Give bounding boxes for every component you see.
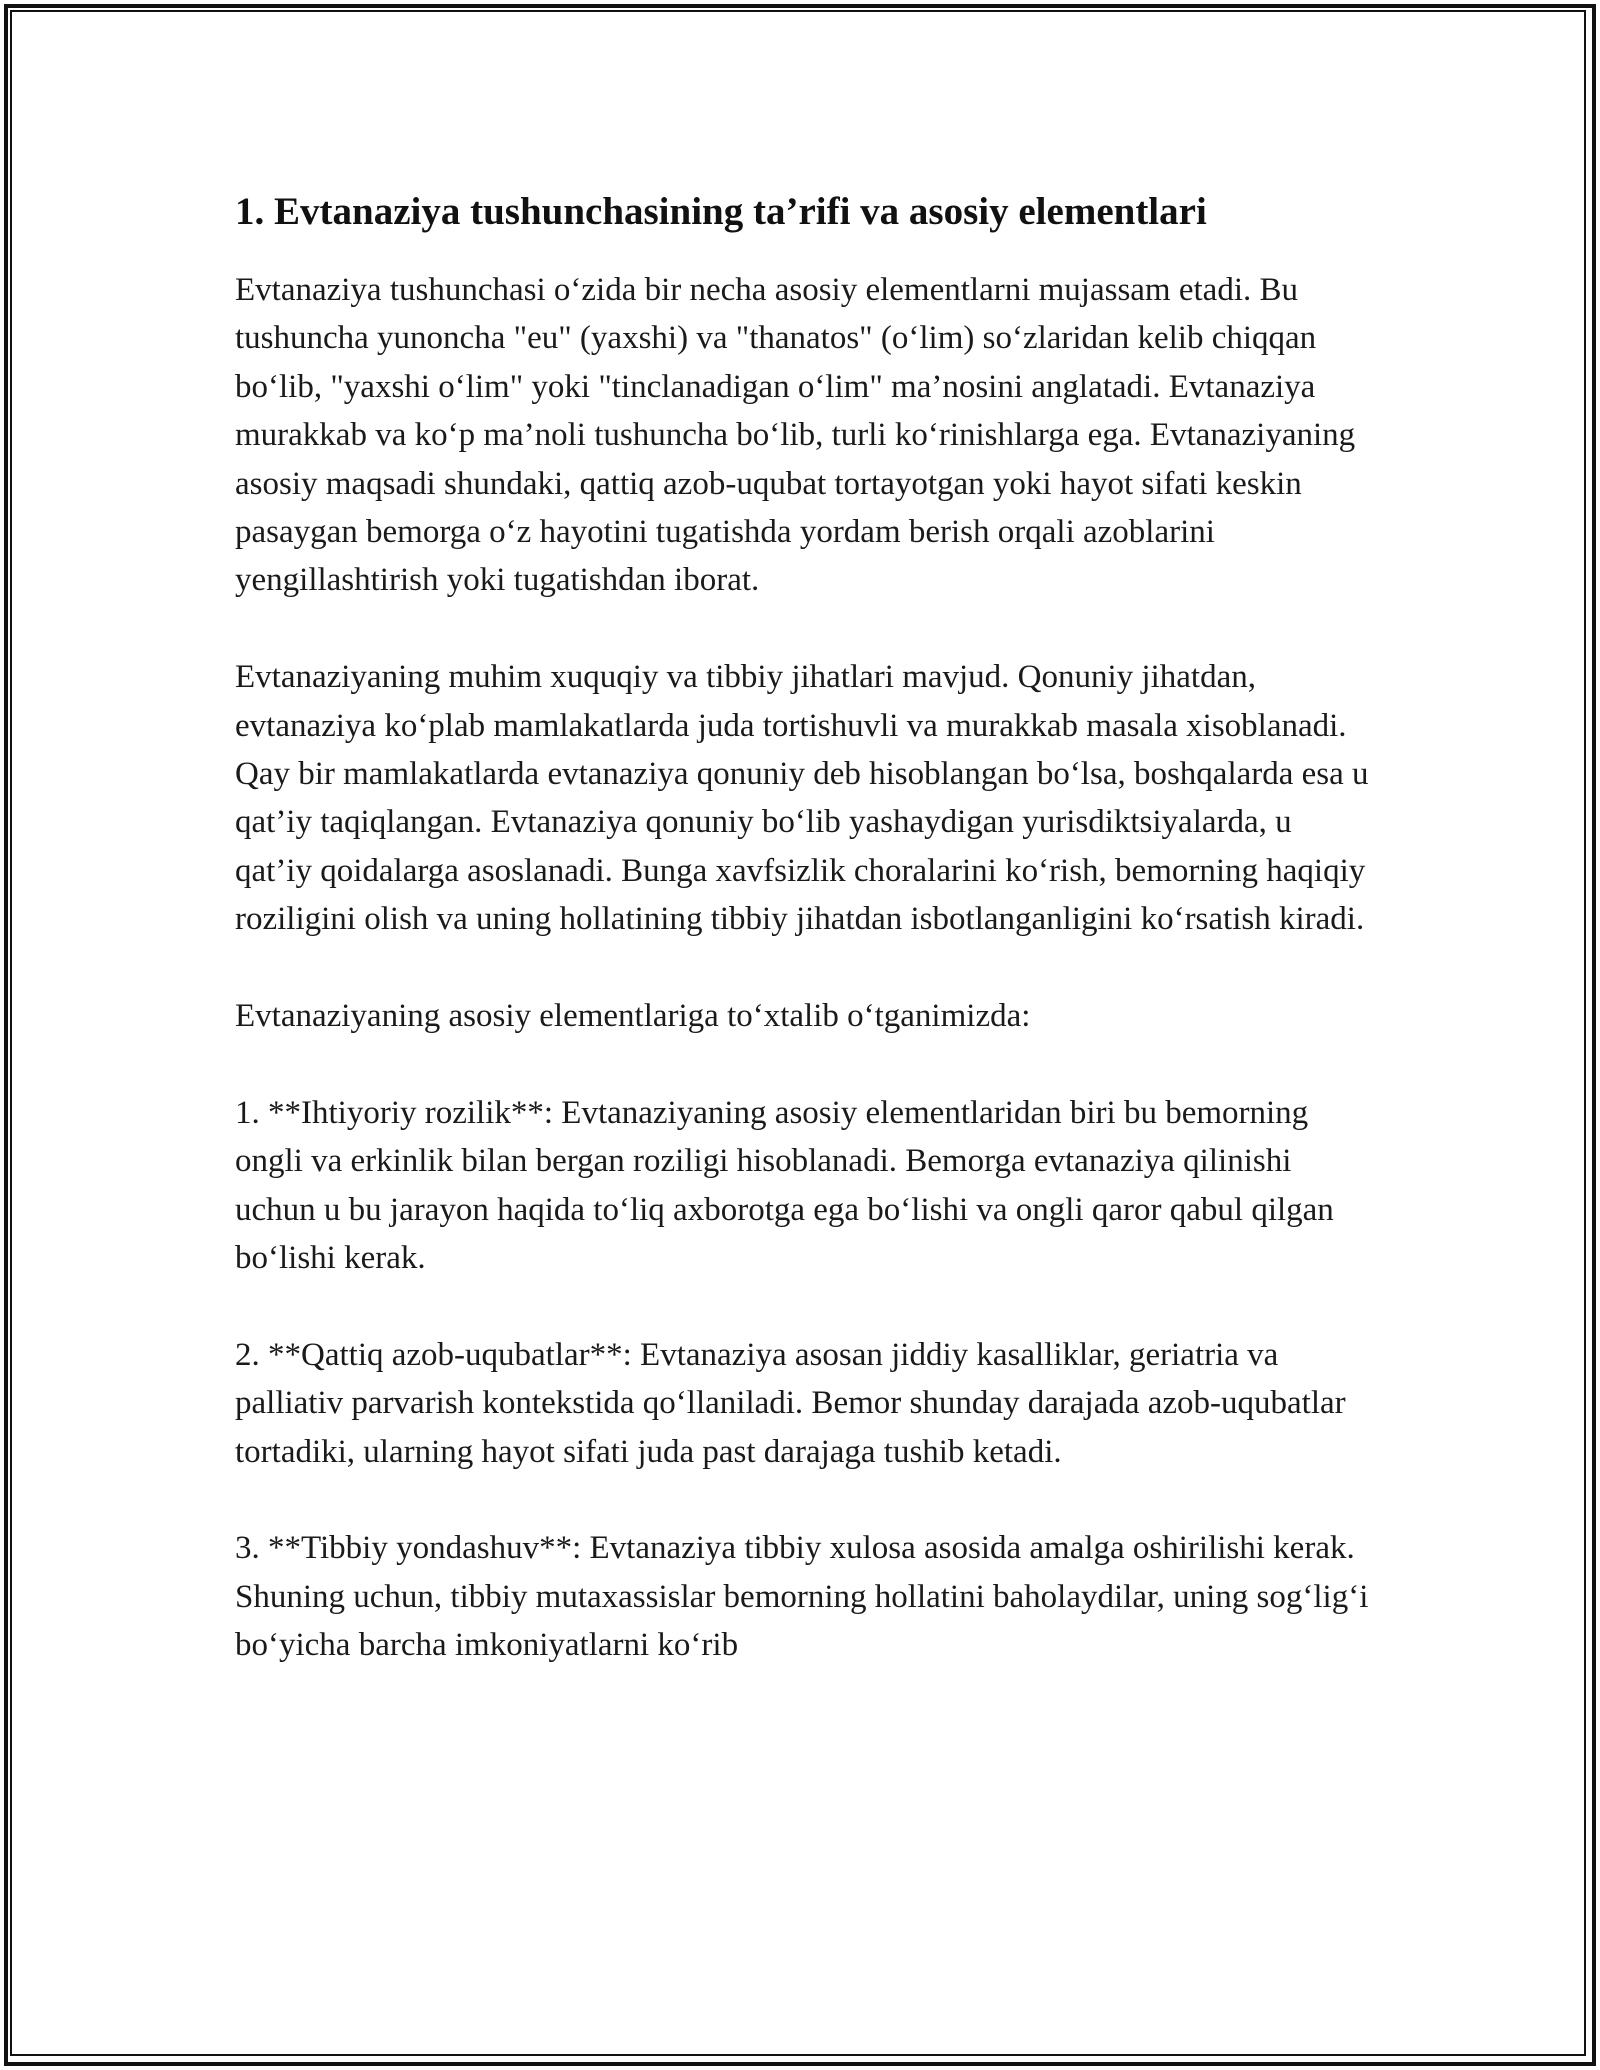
paragraph-elements-intro: Evtanaziyaning asosiy elementlariga to‘xtalib o‘tganimizda: <box>235 998 1031 1035</box>
paragraph-spacer <box>235 605 1370 653</box>
paragraph-definition: Evtanaziya tushunchasi o‘zida bir necha asosiy elementlarni mujassam etadi. Bu tushuncha yunoncha "eu" (yaxshi) va "thanatos" (o‘lim) so‘zlaridan kelib chiqqan bo‘lib, "yaxshi o‘lim" yoki "tinclanadigan o‘lim" ma’nosini anglatadi. Evtanaziya murakkab va ko‘p ma’noli tushuncha bo‘lib, turli ko‘rinishlarga ega. Evtanaziyaning asosiy maqsadi shundaki, qattiq azob-uqubat tortayotgan yoki hayot sifati keskin pasaygan bemorga o‘z hayotini tugatishda yordam berish orqali azoblarini yengillashtirish yoki tugatishdan iborat. <box>235 272 1356 599</box>
list-item-medical-approach: 3. **Tibbiy yondashuv**: Evtanaziya tibbiy xulosa asosida amalga oshirilishi kerak. Shuning uchun, tibbiy mutaxassislar bemorning hollatini baholaydilar, uning sog‘lig‘i bo‘yicha barcha imkoniyatlarni ko‘rib <box>235 1530 1369 1664</box>
paragraph-spacer <box>235 944 1370 992</box>
paragraph-spacer <box>235 1040 1370 1088</box>
document-body <box>235 184 1370 1670</box>
section-title: 1. Evtanaziya tushunchasining ta’rifi va asosiy elementlari <box>235 190 1207 233</box>
paragraph-legal-aspects: Evtanaziyaning muhim xuquqiy va tibbiy jihatlari mavjud. Qonuniy jihatdan, evtanaziya ko‘plab mamlakatlarda juda tortishuvli va murakkab masala xisoblanadi. Qay bir mamlakatlarda evtanaziya qonuniy deb hisoblangan bo‘lsa, boshqalarda esa u qat’iy taqiqlangan. Evtanaziya qonuniy bo‘lib yashaydigan yurisdiktsiyalarda, u qat’iy qoidalarga asoslanadi. Bunga xavfsizlik choralarini ko‘rish, bemorning haqiqiy roziligini olish va uning hollatining tibbiy jihatdan isbotlanganligini ko‘rsatish kiradi. <box>235 659 1369 938</box>
list-item-voluntary-consent: 1. **Ihtiyoriy rozilik**: Evtanaziyaning asosiy elementlaridan biri bu bemorning ongli va erkinlik bilan bergan roziligi hisoblanadi. Bemorga evtanaziya qilinishi uchun u bu jarayon haqida to‘liq axborotga ega bo‘lishi va ongli qaror qabul qilgan bo‘lishi kerak. <box>235 1094 1334 1277</box>
paragraph-spacer <box>235 1282 1370 1330</box>
paragraph-spacer <box>235 1476 1370 1524</box>
list-item-severe-suffering: 2. **Qattiq azob-uqubatlar**: Evtanaziya asosan jiddiy kasalliklar, geriatria va palliativ parvarish kontekstida qo‘llaniladi. Bemor shunday darajada azob-uqubatlar tortadiki, ularning hayot sifati juda past darajaga tushib ketadi. <box>235 1336 1346 1470</box>
